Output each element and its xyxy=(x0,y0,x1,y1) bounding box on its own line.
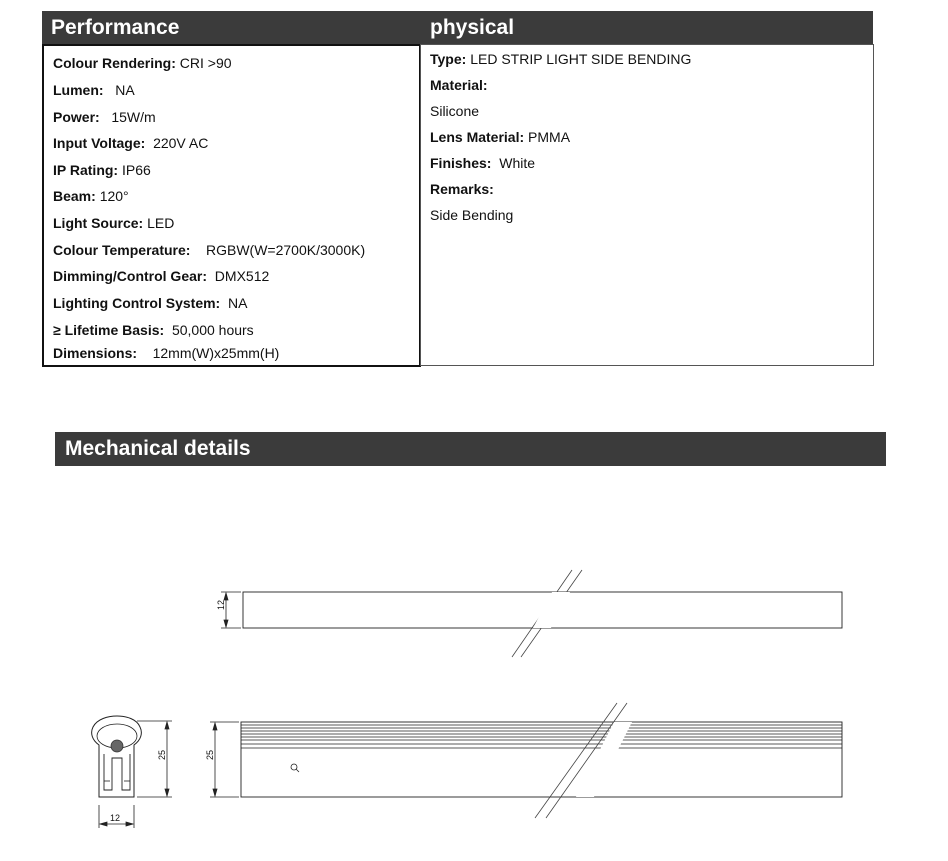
spec-value: 220V AC xyxy=(153,135,209,151)
spec-label: Input Voltage: xyxy=(53,135,146,151)
performance-header: Performance xyxy=(42,11,421,45)
profile-dimensions xyxy=(99,721,172,828)
spec-value: Side Bending xyxy=(430,207,514,223)
spec-label: Lumen: xyxy=(53,82,104,98)
dim-top-height: 12 xyxy=(216,599,226,610)
spec-value: 50,000 hours xyxy=(171,322,254,338)
spec-value: NA xyxy=(115,82,135,98)
spec-label: Remarks: xyxy=(430,181,494,197)
spec-label: Colour Rendering: xyxy=(53,55,176,71)
spec-label: Finishes: xyxy=(430,155,492,171)
spec-label: Lighting Control System: xyxy=(53,295,221,311)
spec-value: RGBW(W=2700K/3000K) xyxy=(206,242,366,258)
spec-label: Lens Material: xyxy=(430,129,525,145)
spec-label: ≥ Lifetime Basis: xyxy=(53,322,165,338)
spec-label: IP Rating: xyxy=(53,162,119,178)
spec-value: LED xyxy=(147,215,175,231)
spec-value: 12mm(W)x25mm(H) xyxy=(152,345,280,361)
spec-value: 15W/m xyxy=(111,109,156,125)
spec-value: 120° xyxy=(99,188,129,204)
spec-value: LED STRIP LIGHT SIDE BENDING xyxy=(470,51,692,67)
spec-label: Beam: xyxy=(53,188,96,204)
spec-value: CRI >90 xyxy=(179,55,232,71)
physical-header: physical xyxy=(421,11,873,45)
side-view-strip xyxy=(241,703,842,818)
spec-value: White xyxy=(499,155,536,171)
spec-label: Power: xyxy=(53,109,100,125)
top-view-strip xyxy=(243,570,842,657)
dim-side-height: 25 xyxy=(205,749,215,760)
dim-profile-width: 12 xyxy=(110,813,121,823)
mechanical-header: Mechanical details xyxy=(55,432,886,466)
spec-label: Dimensions: xyxy=(53,345,138,361)
spec-value: Silicone xyxy=(430,103,480,119)
spec-label: Light Source: xyxy=(53,215,144,231)
spec-label: Dimming/Control Gear: xyxy=(53,268,208,284)
spec-label: Material: xyxy=(430,77,488,93)
spec-value: IP66 xyxy=(121,162,151,178)
spec-value: NA xyxy=(228,295,248,311)
spec-value: DMX512 xyxy=(214,268,270,284)
dim-profile-height: 25 xyxy=(157,749,167,760)
spec-label: Type: xyxy=(430,51,467,67)
spec-value: PMMA xyxy=(528,129,571,145)
profile-cross-section xyxy=(92,716,142,797)
spec-label: Colour Temperature: xyxy=(53,242,191,258)
